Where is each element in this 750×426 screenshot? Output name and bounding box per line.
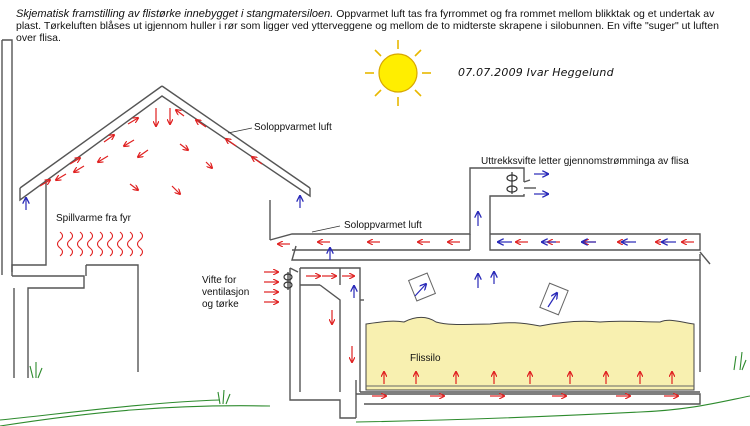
red-air-arrow bbox=[124, 140, 134, 146]
heat-wave bbox=[68, 232, 73, 256]
exhaust-fan-label: Uttrekksvifte letter gjennomstrømminga av flisa bbox=[481, 156, 689, 167]
air-nozzle-right bbox=[540, 283, 568, 315]
header-title: Skjematisk framstilling av flistørke innebygget i stangmatersiloen. bbox=[16, 8, 334, 20]
red-air-arrow bbox=[196, 120, 206, 127]
signature: 07.07.2009 Ivar Heggelund bbox=[458, 66, 614, 79]
heat-wave bbox=[58, 232, 63, 256]
red-air-arrow bbox=[56, 174, 66, 180]
red-air-arrow bbox=[98, 156, 108, 162]
red-air-arrow bbox=[104, 135, 114, 142]
heat-wave bbox=[118, 232, 123, 256]
heat-wave bbox=[108, 232, 113, 256]
red-air-arrow bbox=[226, 139, 236, 146]
waste-heat-waves bbox=[58, 232, 143, 256]
red-air-arrow bbox=[180, 144, 188, 150]
heat-wave bbox=[98, 232, 103, 256]
heat-wave bbox=[88, 232, 93, 256]
heat-wave bbox=[138, 232, 143, 256]
chimney bbox=[2, 40, 12, 275]
exhaust-stack bbox=[470, 168, 536, 234]
red-air-arrow bbox=[206, 162, 212, 168]
red-air-arrow bbox=[172, 186, 180, 194]
red-air-arrow bbox=[138, 150, 148, 157]
sun-icon bbox=[365, 40, 431, 106]
fan-label-line2: ventilasjon bbox=[202, 287, 250, 298]
red-air-arrow bbox=[252, 157, 262, 164]
heat-wave bbox=[78, 232, 83, 256]
heat-wave bbox=[128, 232, 133, 256]
boiler-annex bbox=[12, 276, 84, 378]
header-text bbox=[16, 8, 731, 44]
silo-label: Flissilo bbox=[410, 353, 441, 364]
exhaust-fan-icon bbox=[507, 172, 517, 194]
red-air-arrow bbox=[176, 110, 184, 116]
duct-air-label: Soloppvarmet luft bbox=[344, 220, 422, 231]
red-air-arrow bbox=[74, 166, 84, 172]
header-description: Oppvarmet luft tas fra fyrrommet og fra rommet mellom blikktak og et undertak av plast. Tørkeluften blåses ut igjennom huller i rør som ligger ved ytterveggene og mellom de to midterste skrapene i silobunnen. En vifte "suger" ut luften over flisa. bbox=[16, 8, 719, 44]
red-air-arrow bbox=[128, 118, 138, 124]
red-air-arrow bbox=[130, 184, 138, 190]
exhaust-air-arrows bbox=[26, 174, 676, 298]
roof-air-label: Soloppvarmet luft bbox=[254, 122, 332, 133]
waste-heat-label: Spillvarme fra fyr bbox=[56, 213, 132, 224]
air-nozzle-left bbox=[409, 273, 436, 301]
fan-label-line1: Vifte for bbox=[202, 275, 237, 286]
fan-label-line3: og tørke bbox=[202, 299, 239, 310]
fan-icon bbox=[284, 272, 292, 290]
